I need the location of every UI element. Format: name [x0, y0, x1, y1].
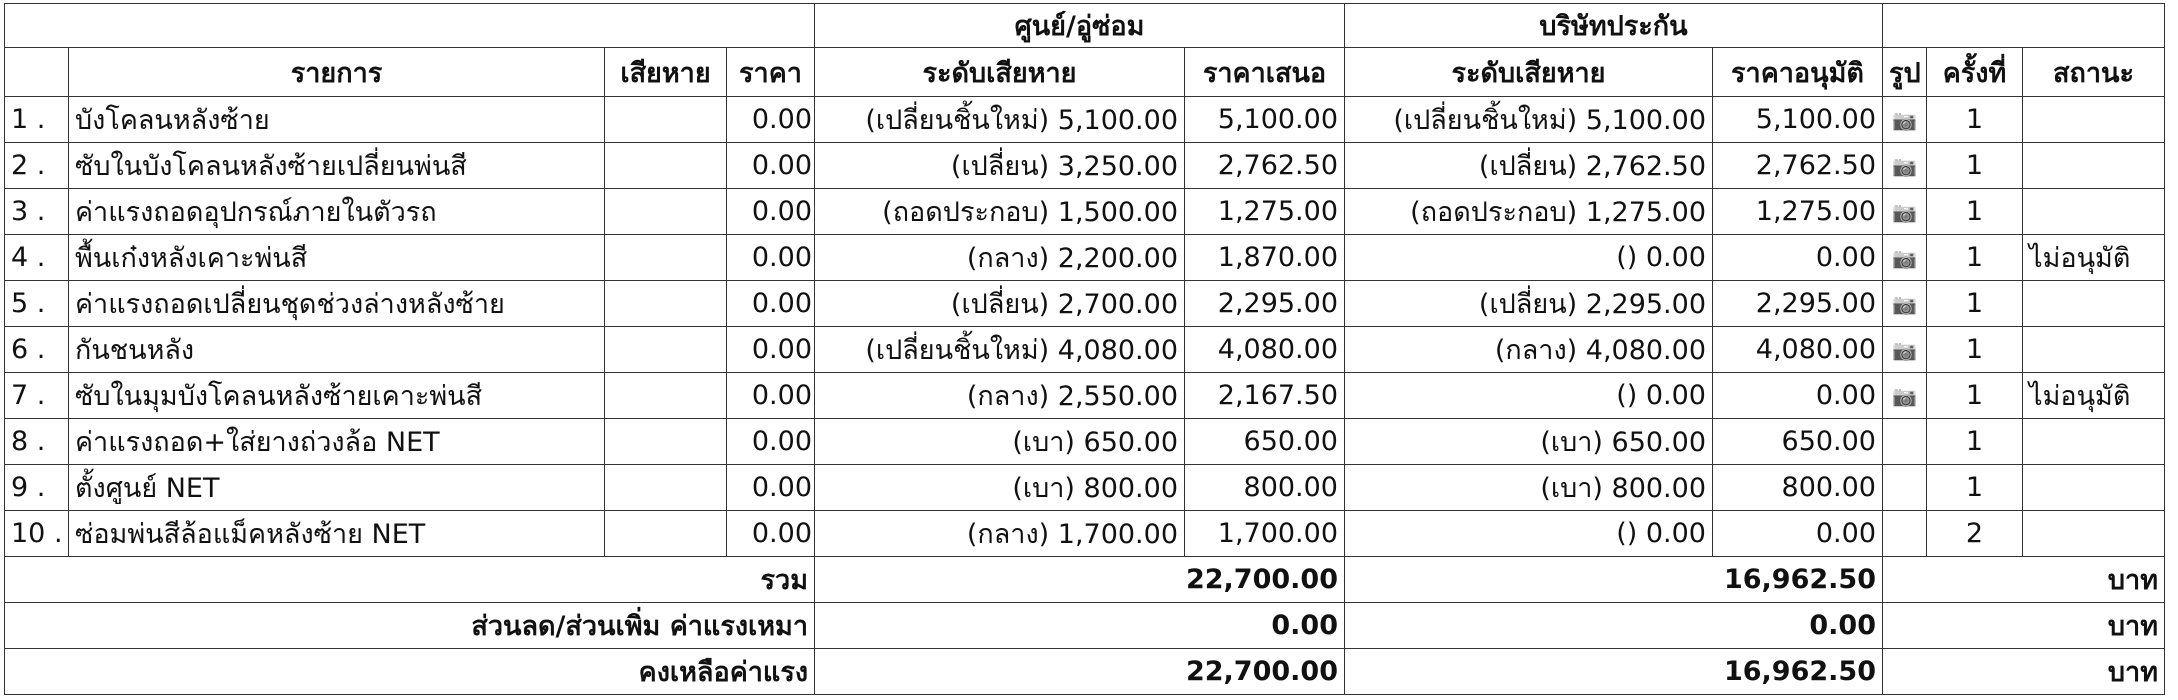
item-name: ซ่อมพ่นสีล้อแม็คหลังซ้าย NET — [69, 511, 605, 557]
row-number: 4 . — [5, 235, 69, 281]
shop-offer-price: 1,275.00 — [1185, 189, 1345, 235]
damage-value — [605, 373, 727, 419]
insurer-approved-price: 800.00 — [1713, 465, 1883, 511]
photo-cell — [1883, 281, 1927, 327]
insurer-damage-level: () 0.00 — [1345, 373, 1713, 419]
summary-unit: บาท — [1883, 557, 2165, 603]
repair-count: 1 — [1927, 465, 2023, 511]
row-number: 2 . — [5, 143, 69, 189]
summary-insurer-total: 16,962.50 — [1345, 649, 1883, 695]
summary-label: ส่วนลด/ส่วนเพิ่ม ค่าแรงเหมา — [5, 603, 815, 649]
photo-cell — [1883, 189, 1927, 235]
summary-insurer-total: 0.00 — [1345, 603, 1883, 649]
row-number: 6 . — [5, 327, 69, 373]
shop-offer-price: 1,700.00 — [1185, 511, 1345, 557]
insurer-approved-price: 2,295.00 — [1713, 281, 1883, 327]
status-value — [2023, 419, 2165, 465]
table-row — [5, 143, 2165, 189]
repair-count: 1 — [1927, 327, 2023, 373]
col-header-shop-level: ระดับเสียหาย — [815, 48, 1185, 97]
table-row — [5, 281, 2165, 327]
row-number: 1 . — [5, 97, 69, 143]
status-value: ไม่อนุมัติ — [2023, 373, 2165, 419]
table-row — [5, 235, 2165, 281]
summary-row — [5, 603, 2165, 649]
shop-damage-level: (เบา) 800.00 — [815, 465, 1185, 511]
shop-offer-price: 2,762.50 — [1185, 143, 1345, 189]
row-number: 8 . — [5, 419, 69, 465]
camera-icon[interactable]: 📷 — [1892, 291, 1917, 316]
item-name: กันชนหลัง — [69, 327, 605, 373]
damage-value — [605, 511, 727, 557]
insurer-approved-price: 0.00 — [1713, 373, 1883, 419]
repair-count: 1 — [1927, 373, 2023, 419]
insurer-approved-price: 0.00 — [1713, 511, 1883, 557]
col-header-ins-level: ระดับเสียหาย — [1345, 48, 1713, 97]
repair-count: 1 — [1927, 97, 2023, 143]
status-value — [2023, 327, 2165, 373]
camera-icon[interactable]: 📷 — [1892, 245, 1917, 270]
price-value: 0.00 — [727, 281, 815, 327]
price-value: 0.00 — [727, 419, 815, 465]
table-row — [5, 465, 2165, 511]
insurer-damage-level: () 0.00 — [1345, 235, 1713, 281]
item-name: พื้นเก๋งหลังเคาะพ่นสี — [69, 235, 605, 281]
repair-count: 1 — [1927, 189, 2023, 235]
price-value: 0.00 — [727, 511, 815, 557]
shop-damage-level: (เปลี่ยนชิ้นใหม่) 5,100.00 — [815, 97, 1185, 143]
damage-value — [605, 465, 727, 511]
summary-unit: บาท — [1883, 649, 2165, 695]
item-name: ซับในบังโคลนหลังซ้ายเปลี่ยนพ่นสี — [69, 143, 605, 189]
insurer-damage-level: (เปลี่ยนชิ้นใหม่) 5,100.00 — [1345, 97, 1713, 143]
shop-damage-level: (ถอดประกอบ) 1,500.00 — [815, 189, 1185, 235]
shop-damage-level: (กลาง) 2,550.00 — [815, 373, 1185, 419]
shop-offer-price: 5,100.00 — [1185, 97, 1345, 143]
damage-value — [605, 189, 727, 235]
status-value — [2023, 143, 2165, 189]
shop-damage-level: (เปลี่ยน) 3,250.00 — [815, 143, 1185, 189]
column-header-row — [5, 48, 2165, 97]
damage-value — [605, 419, 727, 465]
col-header-price: ราคา — [727, 48, 815, 97]
item-name: บังโคลนหลังซ้าย — [69, 97, 605, 143]
status-value — [2023, 97, 2165, 143]
header-group-shop: ศูนย์/อู่ซ่อม — [815, 4, 1345, 48]
row-number: 9 . — [5, 465, 69, 511]
insurer-approved-price: 650.00 — [1713, 419, 1883, 465]
insurer-approved-price: 0.00 — [1713, 235, 1883, 281]
item-name: ซับในมุมบังโคลนหลังซ้ายเคาะพ่นสี — [69, 373, 605, 419]
photo-cell — [1883, 465, 1927, 511]
photo-cell — [1883, 97, 1927, 143]
shop-offer-price: 4,080.00 — [1185, 327, 1345, 373]
insurer-approved-price: 2,762.50 — [1713, 143, 1883, 189]
camera-icon[interactable]: 📷 — [1892, 383, 1917, 408]
damage-value — [605, 235, 727, 281]
insurer-damage-level: (เบา) 650.00 — [1345, 419, 1713, 465]
photo-cell — [1883, 327, 1927, 373]
photo-cell — [1883, 419, 1927, 465]
status-value: ไม่อนุมัติ — [2023, 235, 2165, 281]
col-header-ins-approved: ราคาอนุมัติ — [1713, 48, 1883, 97]
row-number: 5 . — [5, 281, 69, 327]
header-blank-cell — [1883, 4, 2165, 48]
col-header-photo: รูป — [1883, 48, 1927, 97]
shop-offer-price: 650.00 — [1185, 419, 1345, 465]
photo-cell — [1883, 373, 1927, 419]
photo-cell — [1883, 143, 1927, 189]
header-no-cell — [5, 48, 69, 97]
summary-row — [5, 557, 2165, 603]
insurer-damage-level: (กลาง) 4,080.00 — [1345, 327, 1713, 373]
item-name: ค่าแรงถอดอุปกรณ์ภายในตัวรถ — [69, 189, 605, 235]
price-value: 0.00 — [727, 465, 815, 511]
col-header-item: รายการ — [69, 48, 605, 97]
claim-items-table — [4, 3, 2165, 695]
table-row — [5, 511, 2165, 557]
table-row — [5, 97, 2165, 143]
summary-shop-total: 22,700.00 — [815, 649, 1345, 695]
col-header-shop-offer: ราคาเสนอ — [1185, 48, 1345, 97]
insurer-damage-level: () 0.00 — [1345, 511, 1713, 557]
table-row — [5, 373, 2165, 419]
insurer-damage-level: (เปลี่ยน) 2,295.00 — [1345, 281, 1713, 327]
camera-icon[interactable]: 📷 — [1892, 153, 1917, 178]
price-value: 0.00 — [727, 327, 815, 373]
shop-offer-price: 1,870.00 — [1185, 235, 1345, 281]
shop-damage-level: (เปลี่ยนชิ้นใหม่) 4,080.00 — [815, 327, 1185, 373]
table-row — [5, 419, 2165, 465]
shop-damage-level: (เปลี่ยน) 2,700.00 — [815, 281, 1185, 327]
price-value: 0.00 — [727, 189, 815, 235]
row-number: 10 . — [5, 511, 69, 557]
insurer-approved-price: 5,100.00 — [1713, 97, 1883, 143]
shop-damage-level: (กลาง) 2,200.00 — [815, 235, 1185, 281]
table-row — [5, 327, 2165, 373]
shop-damage-level: (เบา) 650.00 — [815, 419, 1185, 465]
col-header-count: ครั้งที่ — [1927, 48, 2023, 97]
summary-shop-total: 0.00 — [815, 603, 1345, 649]
status-value — [2023, 511, 2165, 557]
damage-value — [605, 281, 727, 327]
insurer-damage-level: (เปลี่ยน) 2,762.50 — [1345, 143, 1713, 189]
insurer-approved-price: 1,275.00 — [1713, 189, 1883, 235]
summary-shop-total: 22,700.00 — [815, 557, 1345, 603]
insurer-damage-level: (เบา) 800.00 — [1345, 465, 1713, 511]
camera-icon[interactable]: 📷 — [1892, 337, 1917, 362]
summary-unit: บาท — [1883, 603, 2165, 649]
camera-icon[interactable]: 📷 — [1892, 199, 1917, 224]
header-blank-cell — [5, 4, 815, 48]
insurer-damage-level: (ถอดประกอบ) 1,275.00 — [1345, 189, 1713, 235]
shop-damage-level: (กลาง) 1,700.00 — [815, 511, 1185, 557]
damage-value — [605, 327, 727, 373]
header-group-insurer: บริษัทประกัน — [1345, 4, 1883, 48]
header-group-row — [5, 4, 2165, 48]
status-value — [2023, 281, 2165, 327]
status-value — [2023, 465, 2165, 511]
price-value: 0.00 — [727, 143, 815, 189]
row-number: 3 . — [5, 189, 69, 235]
damage-value — [605, 143, 727, 189]
summary-label: รวม — [5, 557, 815, 603]
summary-insurer-total: 16,962.50 — [1345, 557, 1883, 603]
item-name: ตั้งศูนย์ NET — [69, 465, 605, 511]
status-value — [2023, 189, 2165, 235]
price-value: 0.00 — [727, 97, 815, 143]
repair-count: 1 — [1927, 143, 2023, 189]
repair-count: 1 — [1927, 235, 2023, 281]
shop-offer-price: 2,167.50 — [1185, 373, 1345, 419]
price-value: 0.00 — [727, 235, 815, 281]
repair-count: 1 — [1927, 281, 2023, 327]
summary-row — [5, 649, 2165, 695]
damage-value — [605, 97, 727, 143]
repair-count: 1 — [1927, 419, 2023, 465]
summary-label: คงเหลือค่าแรง — [5, 649, 815, 695]
item-name: ค่าแรงถอด+ใส่ยางถ่วงล้อ NET — [69, 419, 605, 465]
col-header-status: สถานะ — [2023, 48, 2165, 97]
price-value: 0.00 — [727, 373, 815, 419]
row-number: 7 . — [5, 373, 69, 419]
shop-offer-price: 800.00 — [1185, 465, 1345, 511]
photo-cell — [1883, 235, 1927, 281]
camera-icon[interactable]: 📷 — [1892, 107, 1917, 132]
repair-count: 2 — [1927, 511, 2023, 557]
insurer-approved-price: 4,080.00 — [1713, 327, 1883, 373]
col-header-damage: เสียหาย — [605, 48, 727, 97]
table-row — [5, 189, 2165, 235]
photo-cell — [1883, 511, 1927, 557]
shop-offer-price: 2,295.00 — [1185, 281, 1345, 327]
item-name: ค่าแรงถอดเปลี่ยนชุดช่วงล่างหลังซ้าย — [69, 281, 605, 327]
